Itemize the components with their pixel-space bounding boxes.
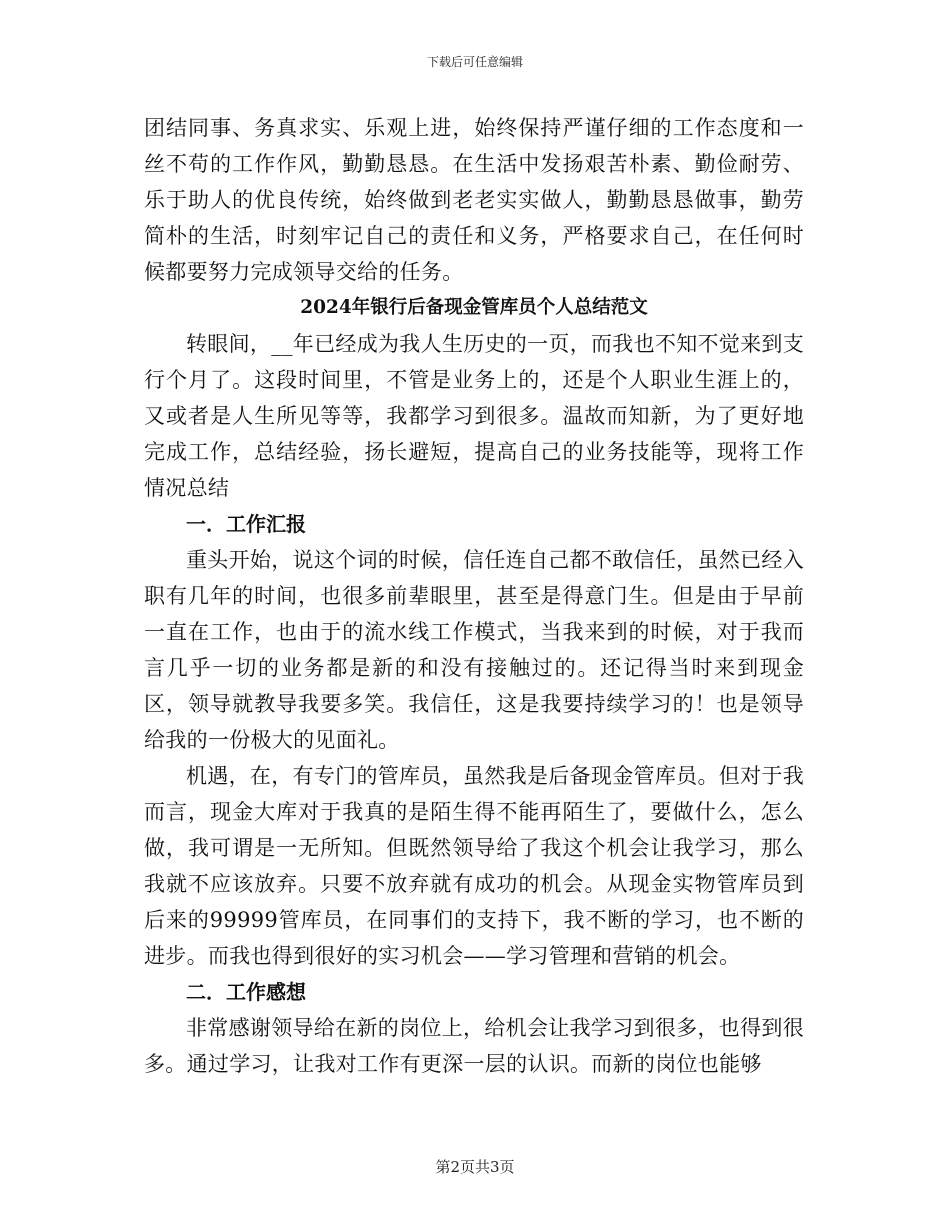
intro-paragraph: 团结同事、务真求实、乐观上进，始终保持严谨仔细的工作态度和一丝不苟的工作作风，勤勤恳恳。在生活中发扬艰苦朴素、勤俭耐劳、乐于助人的优良传统，始终做到老老实实做人，勤勤恳恳做事，勤劳简朴的生活，时刻牢记自己的责任和义务，严格要求自己，在任何时候都要努力完成领导交给的任务。	[144, 116, 804, 284]
section-paragraph: 重头开始，说这个词的时候，信任连自己都不敢信任，虽然已经入职有几年的时间，也很多前辈眼里，甚至是得意门生。但是由于早前一直在工作，也由于的流水线工作模式，当我来到的时候，对于我而言几乎一切的业务都是新的和没有接触过的。还记得当时来到现金区，领导就教导我要多笑。我信任，这是我要持续学习的！也是领导给我的一份极大的见面礼。	[144, 548, 804, 752]
page-number: 第2页共3页	[435, 1158, 515, 1176]
section-paragraph: 非常感谢领导给在新的岗位上，给机会让我学习到很多，也得到很多。通过学习，让我对工作有更深一层的认识。而新的岗位也能够	[144, 1016, 804, 1076]
section-heading-work-thoughts: 二．工作感想	[186, 980, 306, 1004]
opening-paragraph: 转眼间，__年已经成为我人生历史的一页，而我也不知不觉来到支行个月了。这段时间里，不管是业务上的，还是个人职业生涯上的，又或者是人生所见等等，我都学习到很多。温故而知新，为了更好地完成工作，总结经验，扬长避短，提高自己的业务技能等，现将工作情况总结	[144, 332, 804, 500]
section-paragraph: 机遇，在，有专门的管库员，虽然我是后备现金管库员。但对于我而言，现金大库对于我真的是陌生得不能再陌生了，要做什么，怎么做，我可谓是一无所知。但既然领导给了我这个机会让我学习，那么我就不应该放弃。只要不放弃就有成功的机会。从现金实物管库员到后来的99999管库员，在同事们的支持下，我不断的学习，也不断的进步。而我也得到很好的实习机会——学习管理和营销的机会。	[144, 764, 804, 968]
page-header-note: 下载后可任意编辑	[426, 55, 523, 69]
document-body	[144, 110, 804, 1082]
document-title: 2024年银行后备现金管库员个人总结范文	[300, 297, 648, 318]
section-heading-work-report: 一．工作汇报	[186, 512, 306, 536]
